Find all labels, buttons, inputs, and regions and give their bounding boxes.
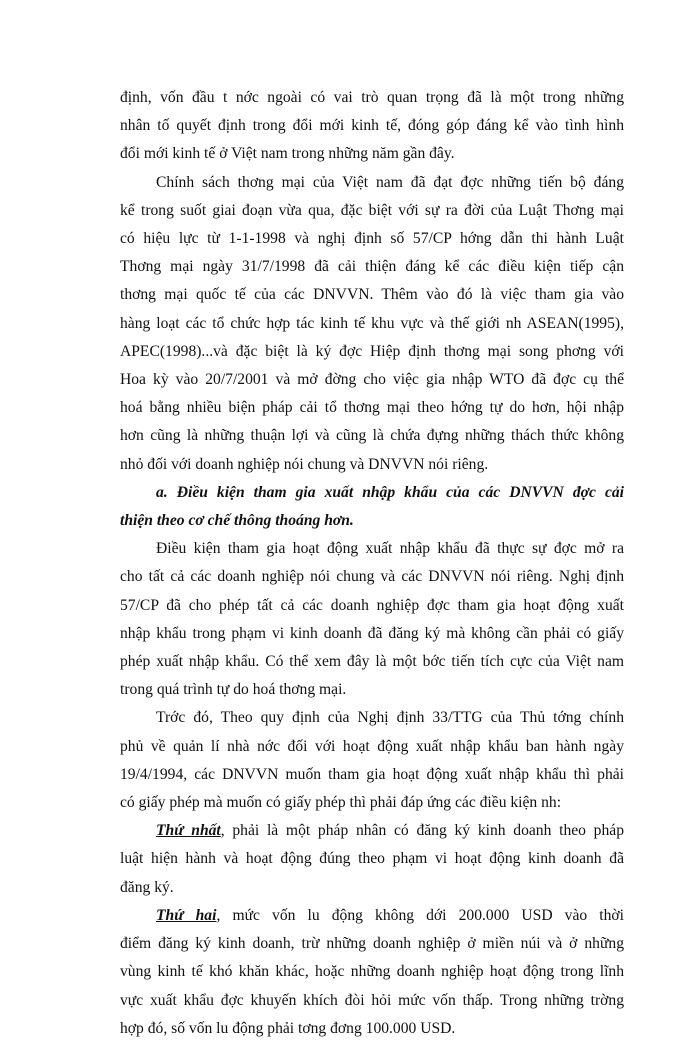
text-line: hợp đó, số vốn lu động phải tơng đơng 100.000 USD.	[120, 1019, 456, 1037]
text-line	[120, 817, 624, 845]
text-line: Chính sách thơng mại của Việt nam đã đạt đợc những tiến bộ đáng	[156, 173, 624, 191]
text-line: đổi mới kinh tế ở Việt nam trong những năm gần đây.	[120, 145, 455, 163]
text-line: a. Điều kiện tham gia xuất nhập khẩu của các DNVVN đợc cải	[156, 483, 624, 501]
para-first	[120, 817, 624, 902]
text-line: Trớc đó, Theo quy định của Nghị định 33/TTG của Thủ tớng chính	[156, 709, 624, 727]
text-line: APEC(1998)...và đặc biệt là ký đợc Hiệp định thơng mại song phơng với	[120, 342, 624, 360]
text-line: có hiệu lực từ 1-1-1998 và nghị định số 57/CP hớng dẫn thi hành Luật	[120, 230, 624, 248]
text-line: Điều kiện tham gia hoạt động xuất nhập khẩu đã thực sự đợc mở ra	[156, 540, 624, 558]
text-line: nhân tố quyết định trong đổi mới kinh tế, đóng góp đáng kể vào tình hình	[120, 117, 624, 135]
text-line: cho tất cả các doanh nghiệp nói chung và các DNVVN nói riêng. Nghị định	[120, 568, 624, 586]
text-line: Hoa kỳ vào 20/7/2001 và mở đờng cho việc gia nhập WTO đã đợc cụ thể	[120, 371, 624, 389]
text-line: Thơng mại ngày 31/7/1998 đã cải thiện đáng kể các điều kiện tiếp cận	[120, 258, 624, 276]
para-second	[120, 902, 624, 1043]
text-line: đăng ký.	[120, 878, 174, 896]
line-text: , mức vốn lu động không dới 200.000 USD vào thời	[216, 906, 624, 924]
text-line: thiện theo cơ chế thông thoáng hơn.	[120, 512, 354, 530]
text-line: hàng loạt các tổ chức hợp tác kinh tế khu vực và thế giới nh ASEAN(1995),	[120, 314, 624, 332]
text-line: kể trong suốt giai đoạn vừa qua, đặc biệt với sự ra đời của Luật Thơng mại	[120, 201, 624, 219]
text-line: thơng mại quốc tế của các DNVVN. Thêm vào đó là việc tham gia vào	[120, 286, 624, 304]
list-term: Thứ nhất	[156, 822, 221, 840]
text-line: nhập khẩu trong phạm vi kinh doanh đã đăng ký mà không cần phải có giấy	[120, 624, 624, 642]
text-line	[120, 902, 624, 930]
text-line: 57/CP đã cho phép tất cả các doanh nghiệp đợc tham gia hoạt động xuất	[120, 596, 624, 614]
text-line: hoá bằng nhiều biện pháp cải tổ thơng mại theo hớng tự do hơn, hội nhập	[120, 399, 624, 417]
para-trade-policy	[120, 169, 624, 479]
text-line: có giấy phép mà muốn có giấy phép thì phải đáp ứng các điều kiện nh:	[120, 794, 562, 812]
text-line: vực xuất khẩu đợc khuyến khích đòi hỏi mức vốn thấp. Trong những trờng	[120, 991, 624, 1009]
text-line: 19/4/1994, các DNVVN muốn tham gia hoạt động xuất nhập khẩu thì phải	[120, 765, 624, 783]
para-conditions	[120, 535, 624, 704]
para-decree-33	[120, 704, 624, 817]
text-line: nhỏ đối với doanh nghiệp nói chung và DNVVN nói riêng.	[120, 455, 489, 473]
para-intro	[120, 84, 624, 169]
text-line: trong quá trình tự do hoá thơng mại.	[120, 681, 347, 699]
text-line: hơn cũng là những thuận lợi và cũng là chứa đựng những thách thức không	[120, 427, 624, 445]
text-line: vùng kinh tế khó khăn khác, hoặc những doanh nghiệp hoạt động trong lĩnh	[120, 963, 624, 981]
text-line: phép xuất nhập khẩu. Có thể xem đây là một bớc tiến tích cực của Việt nam	[120, 653, 624, 671]
line-text: , phải là một pháp nhân có đăng ký kinh doanh theo pháp	[220, 822, 624, 840]
text-line: phủ về quản lí nhà nớc đối với hoạt động xuất nhập khẩu ban hành ngày	[120, 737, 624, 755]
text-line: điểm đăng ký kinh doanh, trừ những doanh nghiệp ở miền núi và ở những	[120, 935, 624, 953]
text-line: luật hiện hành và hoạt động đúng theo phạm vi hoạt động kinh doanh đã	[120, 850, 624, 868]
heading-a	[120, 479, 624, 535]
list-term: Thứ hai	[156, 906, 217, 924]
document-page	[120, 84, 624, 1043]
text-line: định, vốn đầu t nớc ngoài có vai trò quan trọng đã là một trong những	[120, 89, 624, 106]
